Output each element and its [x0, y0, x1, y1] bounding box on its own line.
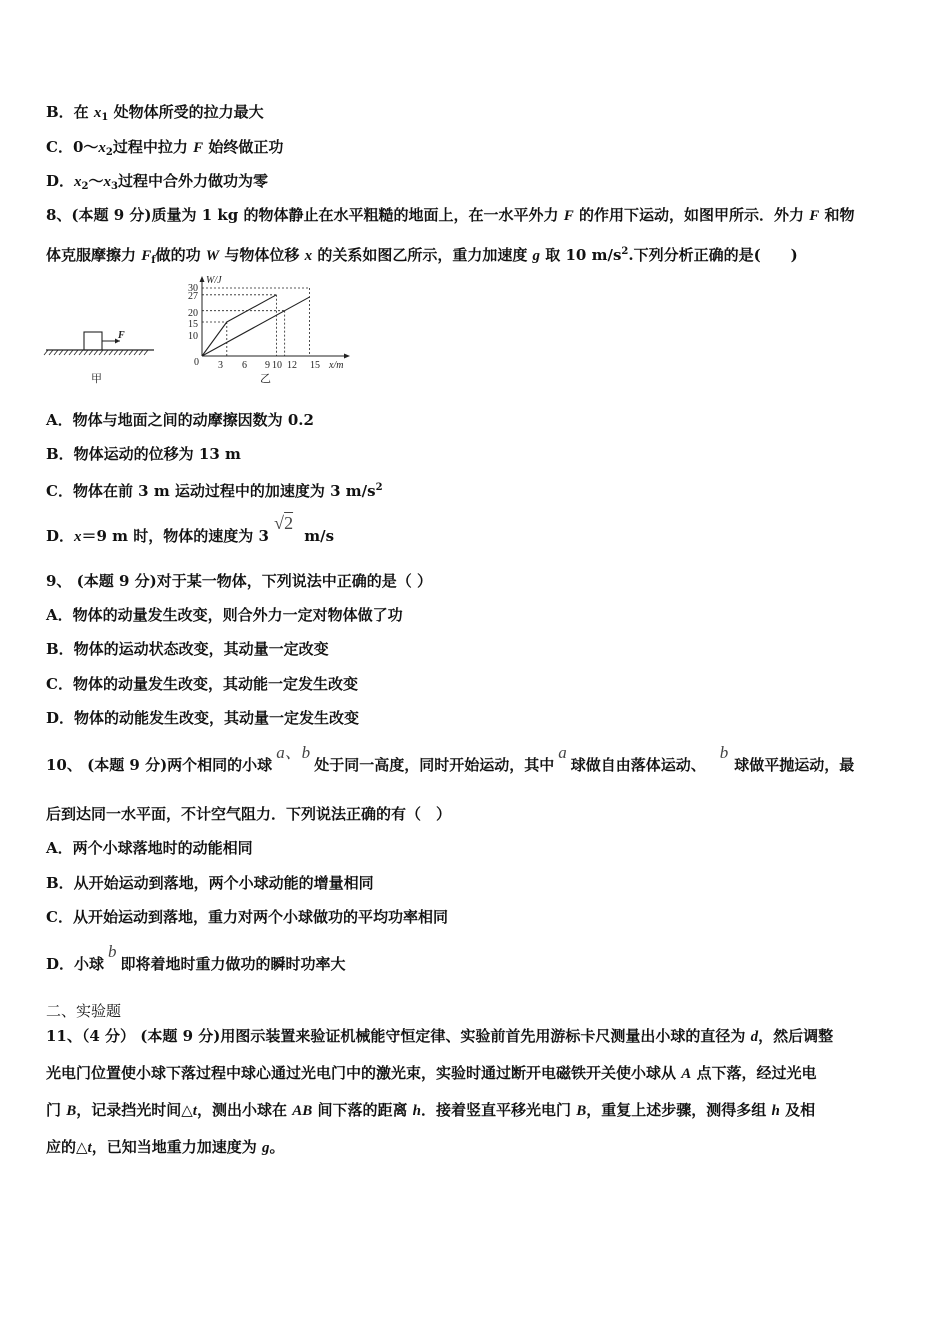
y-tick-30: 30 [188, 283, 198, 294]
text: 。 [269, 1138, 285, 1156]
text: ．接着竖直平移光电门 [421, 1101, 577, 1119]
text: ，测出小球在 [196, 1101, 293, 1119]
math-ab: a、b [276, 743, 311, 762]
text: 即将着地时重力做功的瞬时功率大 [120, 955, 346, 973]
text: 做的功 [155, 246, 206, 264]
text: ，已知当地重力加速度为 [91, 1138, 262, 1156]
hatch-line [64, 350, 68, 355]
subscript: 2 [81, 181, 89, 192]
text: C．物体在前 3 m 运动过程中的加速度为 3 m/s [46, 482, 376, 500]
origin-label: 0 [194, 357, 199, 368]
hatch-line [59, 350, 63, 355]
text: 取 10 m/s [540, 246, 622, 264]
y-axis-label: W/J [206, 275, 222, 286]
q10-stem-line1 [46, 743, 855, 775]
x-tick-labels [218, 360, 320, 371]
caption-jia: 甲 [91, 372, 102, 385]
text: 始终做正功 [203, 138, 284, 156]
sqrt-symbol: √2 [274, 513, 294, 533]
text: ，记录挡光时间△ [76, 1101, 193, 1119]
q10-option-a[interactable]: A．两个小球落地时的动能相同 [46, 839, 253, 857]
q10-option-d[interactable] [46, 942, 346, 974]
hatch-line [119, 350, 123, 355]
text: D． [46, 527, 75, 545]
var-f: F [809, 208, 820, 224]
hatch-line [74, 350, 78, 355]
force-label: F [118, 330, 125, 341]
figure-yi-graph [188, 275, 350, 385]
text: 11、（4 分） (本题 9 分)用图示装置来验证机械能守恒定律、实验前首先用游标卡尺测量出小球的直径为 [46, 1027, 751, 1045]
text: m/s [304, 527, 335, 545]
text: C．0～ [46, 138, 99, 156]
y-tick-10: 10 [188, 331, 198, 342]
y-axis-arrow [200, 276, 205, 282]
q8-option-a[interactable]: A．物体与地面之间的动摩擦因数为 0.2 [46, 411, 314, 429]
x-tick-6: 6 [242, 360, 247, 371]
q8-stem-line2 [46, 242, 798, 271]
y-tick-20: 20 [188, 308, 198, 319]
var-b: B [66, 1103, 77, 1119]
q8-stem-line1 [46, 205, 854, 226]
section-heading: 二、实验题 [46, 1002, 122, 1020]
var-x: x [74, 174, 82, 190]
radicand: 2 [284, 513, 294, 533]
hatch-line [114, 350, 118, 355]
var-t: t [192, 1103, 197, 1119]
ground-hatching [44, 350, 148, 355]
caption-yi: 乙 [260, 372, 271, 385]
hatch-line [79, 350, 83, 355]
text: D．小球 [46, 955, 105, 973]
block [84, 332, 102, 350]
q11-line3 [46, 1100, 815, 1121]
q8-option-b[interactable]: B．物体运动的位移为 13 m [46, 445, 241, 463]
text: 门 [46, 1101, 67, 1119]
hatch-line [144, 350, 148, 355]
var-f: F [563, 208, 574, 224]
text: 过程中合外力做功为零 [117, 172, 268, 190]
hatch-line [69, 350, 73, 355]
var-x: x [103, 174, 111, 190]
text: 8、(本题 9 分)质量为 1 kg 的物体静止在水平粗糙的地面上，在一水平外力 [46, 206, 564, 224]
q7-option-c[interactable] [46, 137, 283, 163]
var-f: F [141, 248, 152, 264]
var-h: h [771, 1103, 780, 1119]
q8-figure-svg [40, 272, 370, 392]
hatch-line [129, 350, 133, 355]
subscript: 1 [101, 112, 109, 123]
text: 与物体位移 [219, 246, 305, 264]
x-tick-9: 9 [265, 360, 270, 371]
text: D． [46, 172, 75, 190]
hatch-line [104, 350, 108, 355]
x-tick-10: 10 [272, 360, 282, 371]
series-W_F-segment [202, 322, 227, 356]
text: 体克服摩擦力 [46, 246, 142, 264]
superscript: 2 [375, 482, 383, 493]
superscript: 2 [621, 246, 629, 257]
hatch-line [94, 350, 98, 355]
text: 的关系如图乙所示，重力加速度 [312, 246, 533, 264]
var-b: B [576, 1103, 587, 1119]
hatch-line [134, 350, 138, 355]
var-x: x [304, 248, 313, 264]
hatch-line [84, 350, 88, 355]
subscript: 2 [105, 147, 113, 158]
text: B．在 [46, 103, 94, 121]
q9-option-b[interactable]: B．物体的运动状态改变，其动量一定改变 [46, 640, 329, 658]
text: 球做平抛运动，最 [734, 756, 855, 774]
text: 及相 [779, 1101, 816, 1119]
q7-option-d[interactable] [46, 171, 268, 197]
q10-option-b[interactable]: B．从开始运动到落地，两个小球动能的增量相同 [46, 874, 374, 892]
subscript: f [151, 255, 156, 266]
text: .下列分析正确的是( ) [628, 246, 798, 264]
var-a: A [681, 1066, 692, 1082]
q8-figure [40, 272, 370, 392]
q7-option-b[interactable] [46, 102, 264, 128]
var-f: F [193, 140, 204, 156]
q10-stem-line2: 后到达同一水平面，不计空气阻力．下列说法正确的有（ ） [46, 805, 452, 823]
text: 光电门位置使小球下落过程中球心通过光电门中的激光束，实验时通过断开电磁铁开关使小球从 [46, 1064, 682, 1082]
text: 和物 [819, 206, 855, 224]
graph-marks [202, 288, 309, 356]
text: ＝9 m 时，物体的速度为 3 [81, 527, 269, 545]
x-tick-3: 3 [218, 360, 223, 371]
text: ～ [88, 172, 104, 190]
text: 过程中拉力 [112, 138, 194, 156]
x-axis-arrow [344, 354, 350, 359]
math-a: a [558, 743, 567, 762]
var-ab: AB [292, 1103, 313, 1119]
hatch-line [89, 350, 93, 355]
q11-line4 [46, 1137, 284, 1158]
text: 球做自由落体运动、 [570, 756, 706, 774]
var-t: t [87, 1140, 92, 1156]
hatch-line [49, 350, 53, 355]
text: 处物体所受的拉力最大 [108, 103, 264, 121]
q9-option-c[interactable]: C．物体的动量发生改变，其动能一定发生改变 [46, 675, 358, 693]
series-W_F-segment [227, 295, 277, 322]
text: 间下落的距离 [312, 1101, 413, 1119]
q9-option-a[interactable]: A．物体的动量发生改变，则合外力一定对物体做了功 [46, 606, 403, 624]
var-w: W [205, 248, 220, 264]
text: 应的△ [46, 1138, 88, 1156]
hatch-line [99, 350, 103, 355]
figure-jia [44, 330, 154, 385]
hatch-line [109, 350, 113, 355]
subscript: 3 [111, 181, 118, 192]
text: 的作用下运动，如图甲所示．外力 [573, 206, 810, 224]
text: 10、 (本题 9 分)两个相同的小球 [46, 756, 273, 774]
hatch-line [124, 350, 128, 355]
text: 处于同一高度，同时开始运动，其中 [314, 756, 555, 774]
hatch-line [139, 350, 143, 355]
hatch-line [44, 350, 48, 355]
q9-stem: 9、 (本题 9 分)对于某一物体，下列说法中正确的是（ ） [46, 572, 432, 590]
var-x: x [74, 529, 82, 545]
math-b: b [719, 743, 729, 762]
y-tick-labels [188, 283, 198, 342]
x-tick-12: 12 [287, 360, 297, 371]
var-h: h [412, 1103, 422, 1119]
hatch-line [54, 350, 58, 355]
q8-option-d[interactable] [46, 513, 335, 547]
x-tick-15: 15 [310, 360, 320, 371]
var-x: x [93, 105, 102, 121]
var-g: g [261, 1140, 270, 1156]
text: ，然后调整 [758, 1027, 834, 1045]
q10-option-c[interactable]: C．从开始运动到落地，重力对两个小球做功的平均功率相同 [46, 908, 448, 926]
text: 点下落，经过光电 [691, 1064, 817, 1082]
y-tick-15: 15 [188, 319, 198, 330]
q9-option-d[interactable]: D．物体的动能发生改变，其动量一定发生改变 [46, 709, 360, 727]
math-b: b [108, 942, 117, 961]
q8-option-c[interactable] [46, 478, 383, 501]
y-tick-27: 27 [188, 291, 198, 302]
var-d: d [750, 1029, 759, 1045]
text: ，重复上述步骤，测得多组 [586, 1101, 772, 1119]
var-x: x [98, 140, 106, 156]
q11-line2 [46, 1063, 816, 1084]
var-g: g [532, 248, 541, 264]
q11-line1 [46, 1026, 833, 1047]
x-axis-label: x/m [329, 360, 344, 371]
